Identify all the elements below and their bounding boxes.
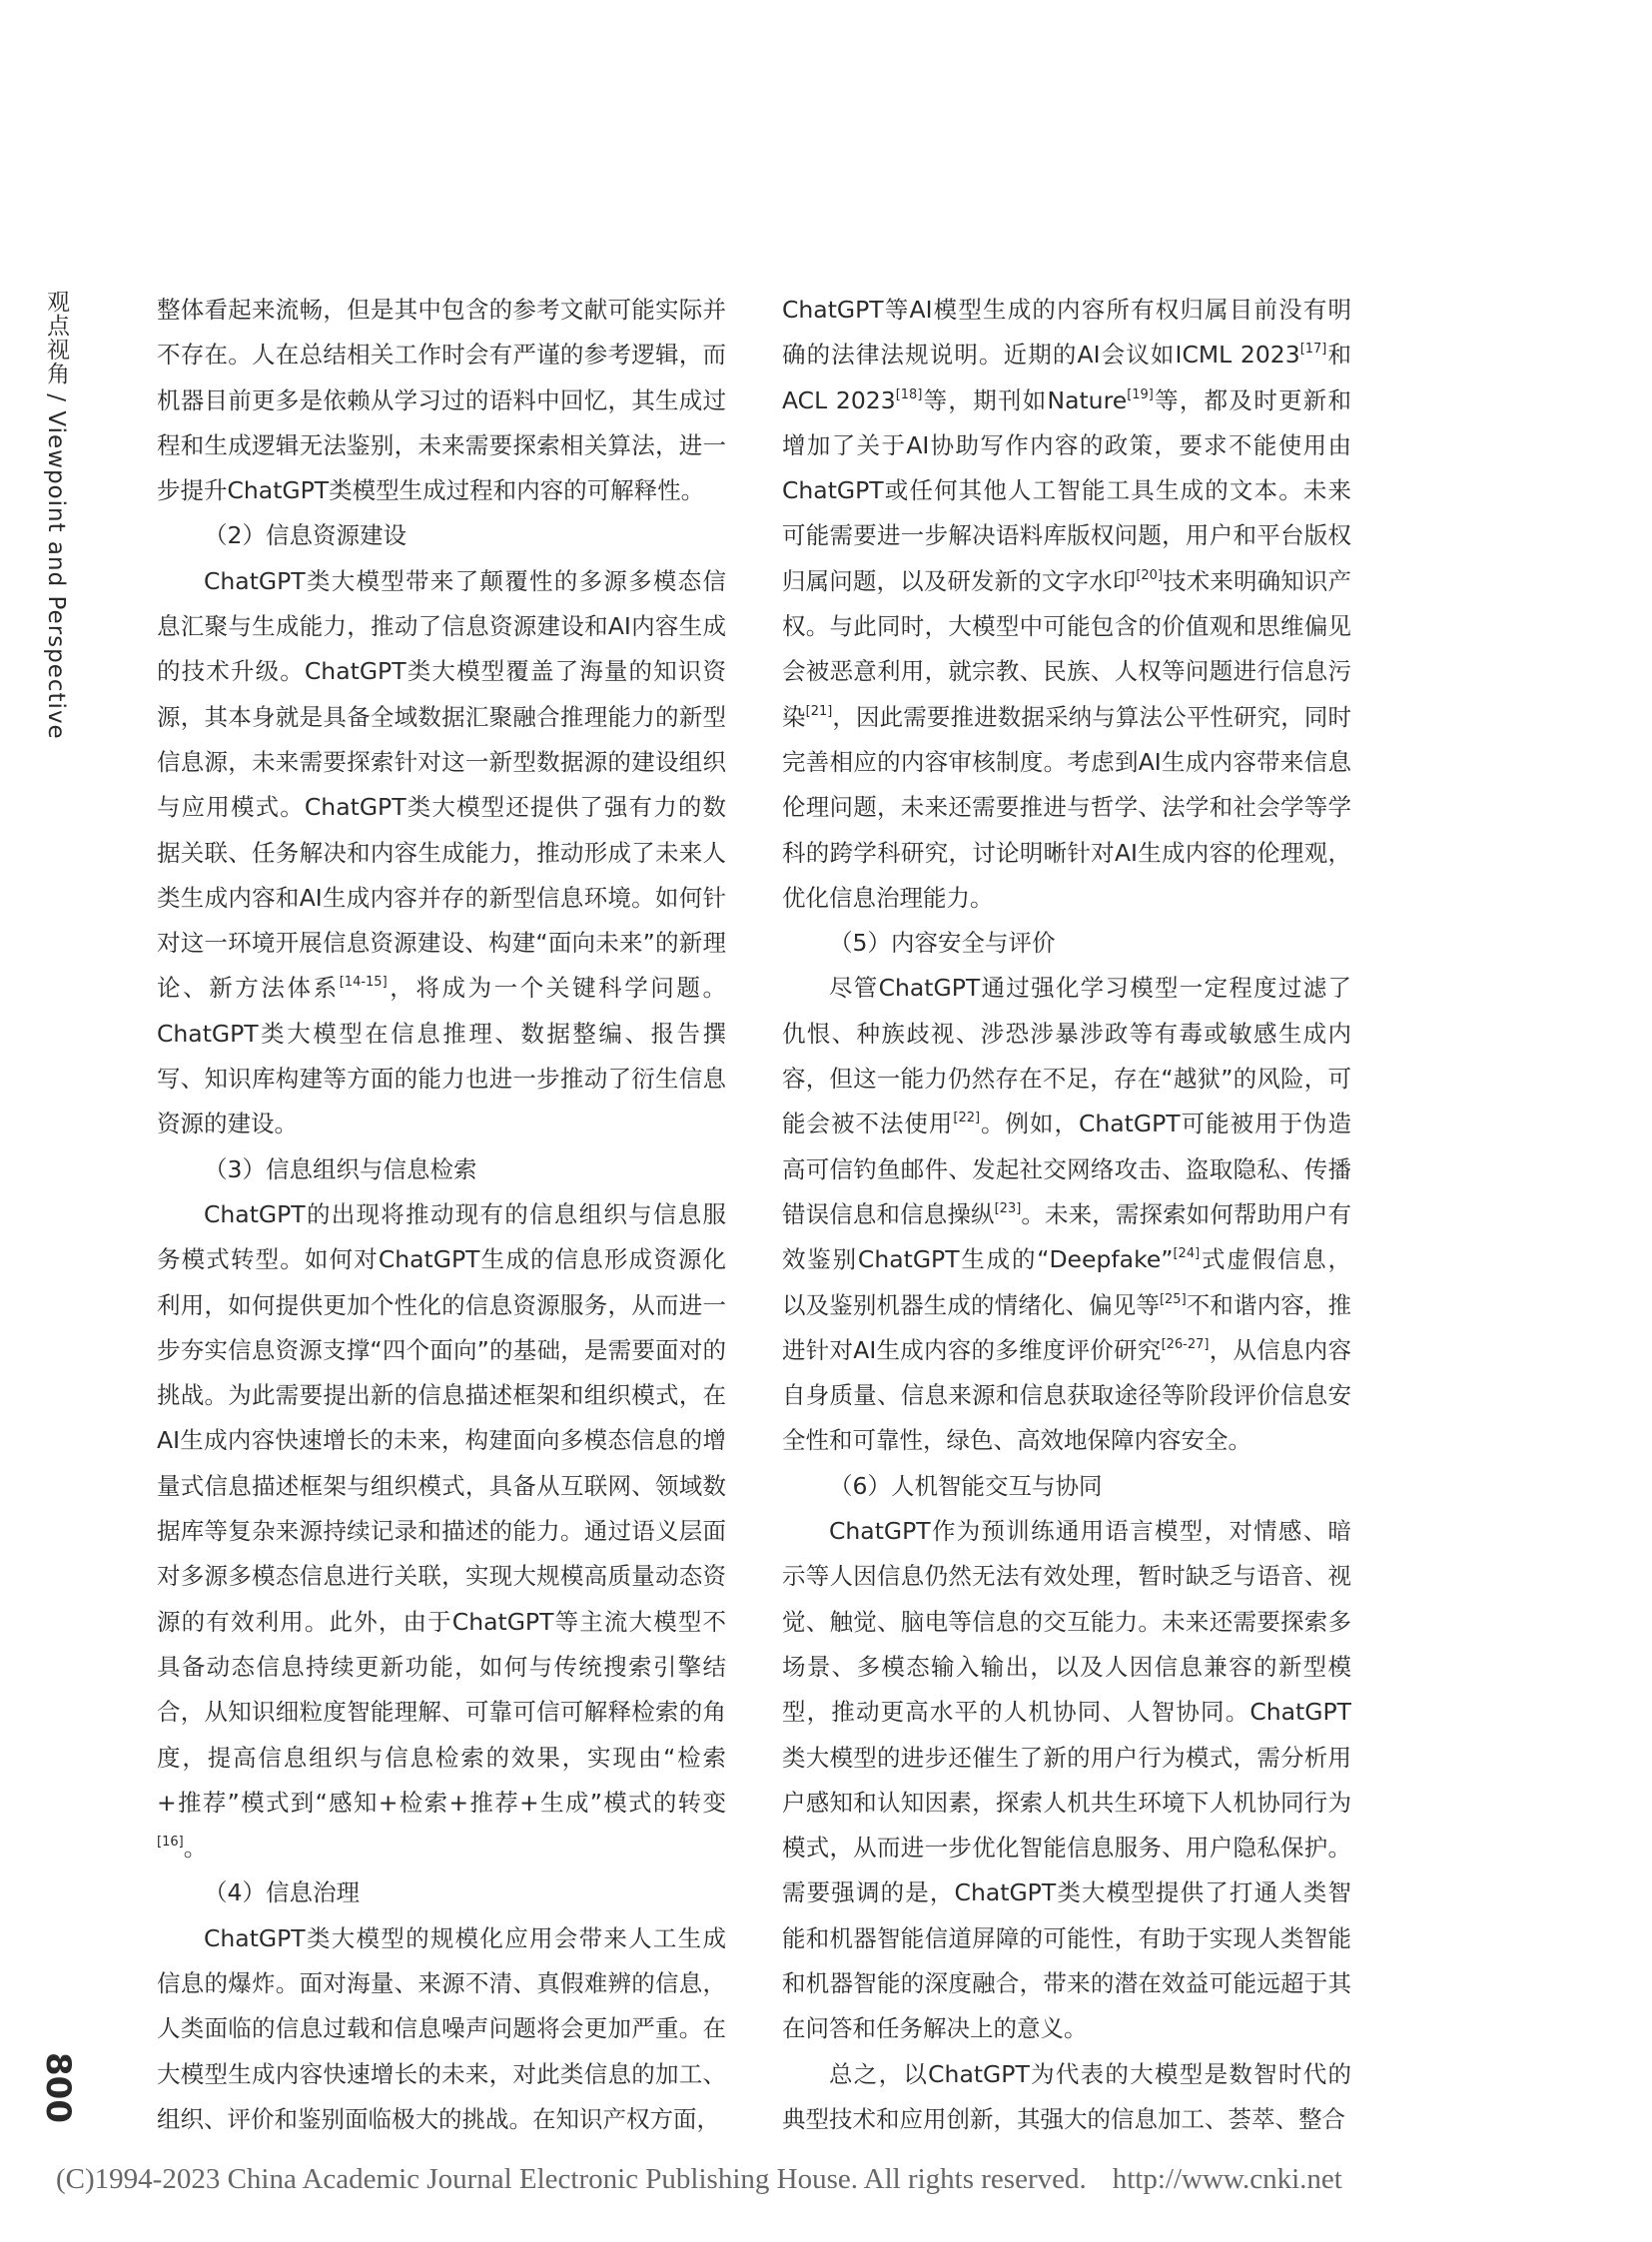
paragraph-resource-construction: ChatGPT类大模型带来了颠覆性的多源多模态信息汇聚与生成能力，推动了信息资源建设和AI内容生成的技术升级。ChatGPT类大模型覆盖了海量的知识资源，其本身就是具备全域数据汇聚融合推理能力的新型信息源，未来需要探索针对这一新型数据源的建设组织与应用模式。ChatGPT类大模型还提供了强有力的数据关联、任务解决和内容生成能力，推动形成了未来人类生成内容和AI生成内容并存的新型信息环境。如何针对这一环境开展信息资源建设、构建“面向未来”的新理论、新方法体系[14-15]，将成为一个关键科学问题。ChatGPT类大模型在信息推理、数据整编、报告撰写、知识库构建等方面的能力也进一步推动了衍生信息资源的建设。: [157, 566, 727, 1138]
paragraph-conclusion: 总之，以ChatGPT为代表的大模型是数智时代的典型技术和应用创新，其强大的信息加工、荟萃、整合: [782, 2059, 1351, 2133]
citation: [24]: [1173, 1246, 1201, 1262]
copyright-footer: [56, 2163, 1342, 2196]
section-heading-content-safety: （5）内容安全与评价: [829, 929, 1056, 958]
citation: [16]: [157, 1835, 184, 1851]
paragraph-governance-continued: ChatGPT等AI模型生成的内容所有权归属目前没有明确的法律法规说明。近期的AI会议如ICML 2023[17]和ACL 2023[18]等，期刊如Nature[19]等，都及时更新和增加了关于AI协助写作内容的政策，要求不能使用由ChatGPT或任何其他人工智能工具生成的文本。未来可能需要进一步解决语料库版权问题，用户和平台版权归属问题，以及研发新的文字水印[20]技术来明确知识产权。与此同时，大模型中可能包含的价值观和思维偏见会被恶意利用，就宗教、民族、人权等问题进行信息污染[21]，因此需要推进数据采纳与算法公平性研究，同时完善相应的内容审核制度。考虑到AI生成内容带来信息伦理问题，未来还需要推进与哲学、法学和社会学等学科的跨学科研究，讨论明晰针对AI生成内容的伦理观，优化信息治理能力。: [782, 296, 1352, 912]
paragraph-human-machine: ChatGPT作为预训练通用语言模型，对情感、暗示等人因信息仍然无法有效处理，暂时缺乏与语音、视觉、触觉、脑电等信息的交互能力。未来还需要探索多场景、多模态输入输出，以及人因信息兼容的新型模型，推动更高水平的人机协同、人智协同。ChatGPT类大模型的进步还催生了新的用户行为模式，需分析用户感知和认知因素，探索人机共生环境下人机协同行为模式，从而进一步优化智能信息服务、用户隐私保护。需要强调的是，ChatGPT类大模型提供了打通人类智能和机器智能信道屏障的可能性，有助于实现人类智能和机器智能的深度融合，带来的潜在效益可能远超于其在问答和任务解决上的意义。: [782, 1517, 1351, 2043]
citation: [26-27]: [1161, 1336, 1210, 1352]
citation: [20]: [1136, 567, 1164, 583]
citation: [19]: [1127, 386, 1154, 402]
citation: [25]: [1159, 1291, 1187, 1307]
citation: [23]: [994, 1200, 1022, 1216]
left-column: [157, 288, 726, 2142]
citation: [14-15]: [339, 975, 388, 991]
page-number: 800: [38, 2052, 78, 2123]
footer-url[interactable]: http://www.cnki.net: [1112, 2163, 1342, 2195]
right-column: [782, 288, 1351, 2142]
paragraph-governance: ChatGPT类大模型的规模化应用会带来人工生成信息的爆炸。面对海量、来源不清、真假难辨的信息，人类面临的信息过载和信息噪声问题将会更加严重。在大模型生成内容快速增长的未来，对此类信息的加工、组织、评价和鉴别面临极大的挑战。在知识产权方面，: [157, 1923, 726, 2133]
copyright-text: (C)1994-2023 China Academic Journal Electronic Publishing House. All rights reserved.: [56, 2163, 1087, 2195]
section-heading-resource-construction: （2）信息资源建设: [204, 521, 407, 550]
citation: [22]: [953, 1111, 981, 1126]
paragraph-continued: 整体看起来流畅，但是其中包含的参考文献可能实际并不存在。人在总结相关工作时会有严谨的参考逻辑，而机器目前更多是依赖从学习过的语料中回忆，其生成过程和生成逻辑无法鉴别，未来需要探索相关算法，进一步提升ChatGPT类模型生成过程和内容的可解释性。: [157, 296, 726, 505]
running-header-section: 观点视角 / Viewpoint and Perspective: [43, 290, 69, 740]
citation: [18]: [895, 386, 923, 402]
section-heading-human-machine: （6）人机智能交互与协同: [829, 1471, 1103, 1500]
section-heading-organization-retrieval: （3）信息组织与信息检索: [204, 1154, 477, 1183]
citation: [21]: [805, 703, 833, 719]
paragraph-organization-retrieval: ChatGPT的出现将推动现有的信息组织与信息服务模式转型。如何对ChatGPT生成的信息形成资源化利用，如何提供更加个性化的信息资源服务，从而进一步夯实信息资源支撑“四个面向”的基础，是需要面对的挑战。为此需要提出新的信息描述框架和组织模式，在AI生成内容快速增长的未来，构建面向多模态信息的增量式信息描述框架与组织模式，具备从互联网、领域数据库等复杂来源持续记录和描述的能力。通过语义层面对多源多模态信息进行关联，实现大规模高质量动态资源的有效利用。此外，由于ChatGPT等主流大模型不具备动态信息持续更新功能，如何与传统搜索引擎结合，从知识细粒度智能理解、可靠可信可解释检索的角度，提高信息组织与信息检索的效果，实现由“检索+推荐”模式到“感知+检索+推荐+生成”模式的转变[16]。: [157, 1199, 726, 1863]
citation: [17]: [1299, 342, 1327, 358]
paragraph-content-safety: 尽管ChatGPT通过强化学习模型一定程度过滤了仇恨、种族歧视、涉恐涉暴涉政等有毒或敏感生成内容，但这一能力仍然存在不足，存在“越狱”的风险，可能会被不法使用[22]。例如，ChatGPT可能被用于伪造高可信钓鱼邮件、发起社交网络攻击、盗取隐私、传播错误信息和信息操纵[23]。未来，需探索如何帮助用户有效鉴别ChatGPT生成的“Deepfake”[24]式虚假信息，以及鉴别机器生成的情绪化、偏见等[25]不和谐内容，推进针对AI生成内容的多维度评价研究[26-27]，从信息内容自身质量、信息来源和信息获取途径等阶段评价信息安全性和可靠性，绿色、高效地保障内容安全。: [782, 974, 1352, 1455]
section-heading-governance: （4）信息治理: [204, 1878, 360, 1907]
